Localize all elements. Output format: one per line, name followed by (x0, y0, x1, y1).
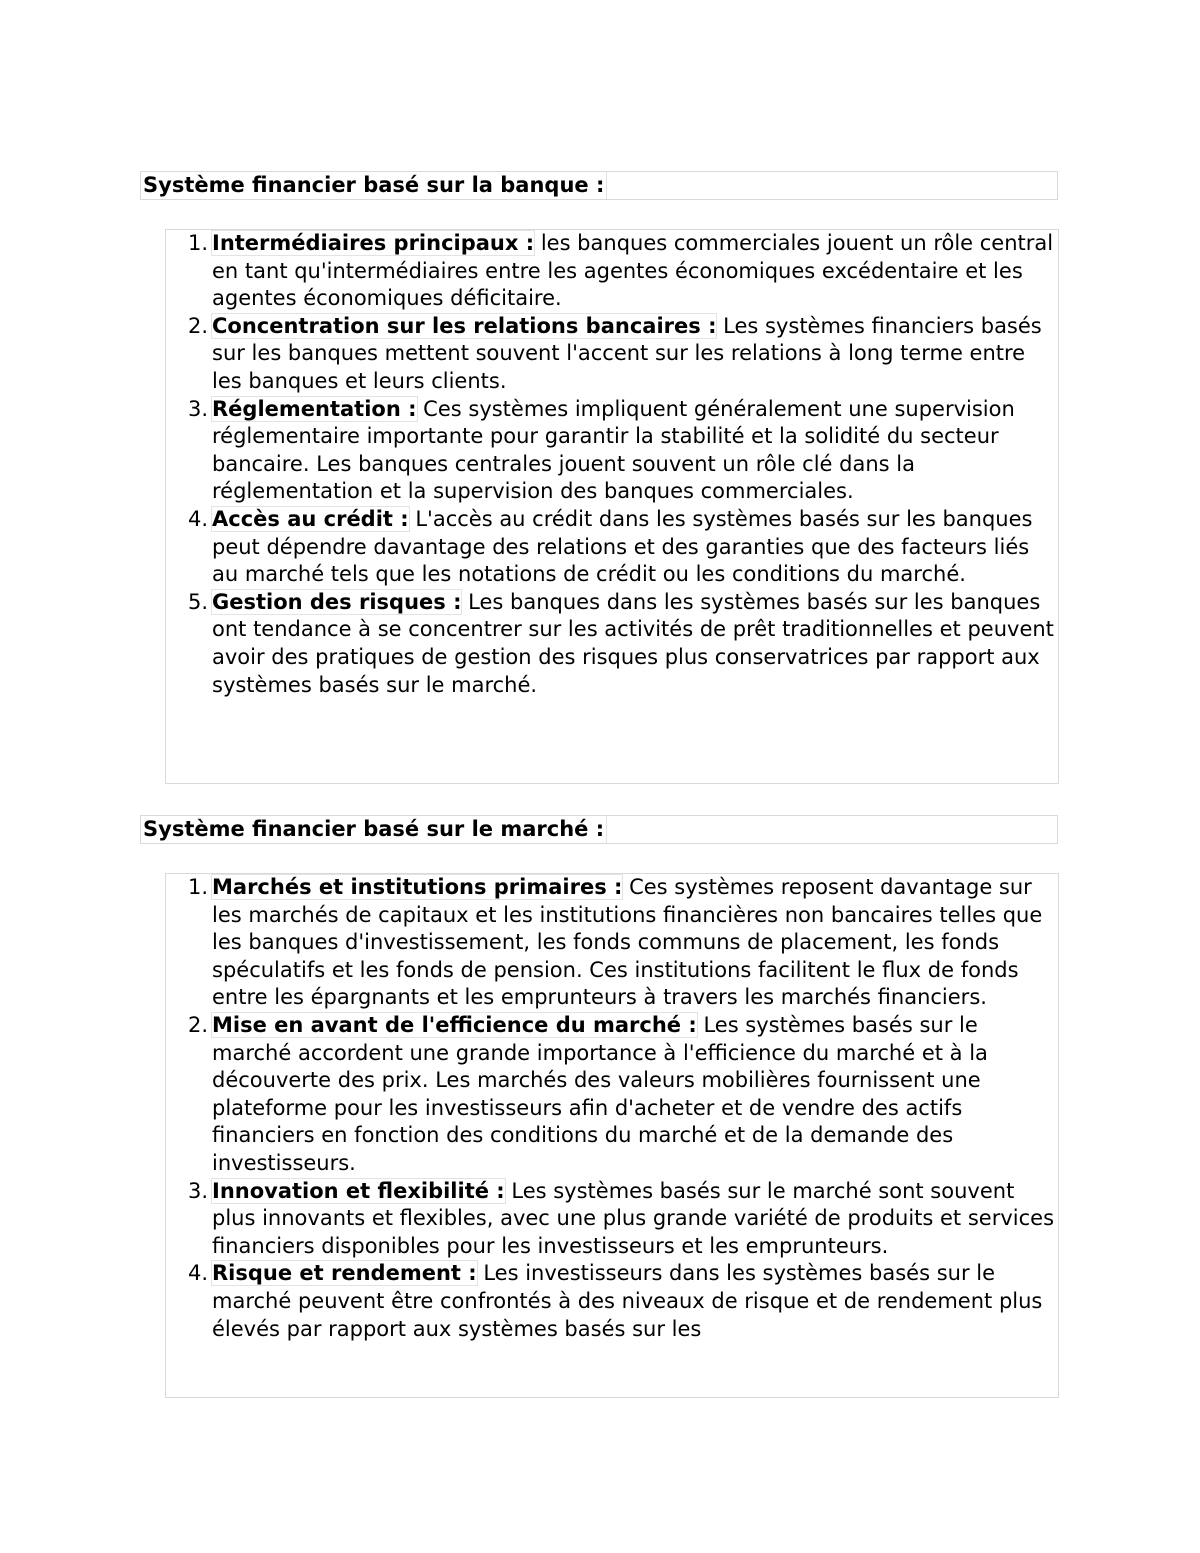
list-item (166, 1260, 1058, 1343)
item-label: Réglementation : (212, 396, 417, 421)
item-label: Concentration sur les relations bancaires : (212, 313, 717, 338)
section2-list (166, 874, 1058, 1343)
item-text: L'accès au crédit dans les systèmes basés sur les banques peut dépendre davantage des relations et des garanties que des facteurs liés au marché tels que les notations de crédit ou les conditions du marché. (212, 506, 1033, 587)
list-item (166, 396, 1058, 506)
section2-heading-box (140, 815, 1058, 844)
item-number: 3. (187, 1178, 208, 1203)
item-number: 5. (187, 589, 208, 614)
list-item (166, 313, 1058, 396)
item-label: Risque et rendement : (212, 1261, 477, 1286)
item-label: Gestion des risques : (212, 589, 462, 614)
section1-list-box (165, 229, 1059, 784)
item-label: Mise en avant de l'efficience du marché : (212, 1012, 697, 1037)
item-label: Marchés et institutions primaires : (212, 875, 623, 899)
list-item (166, 589, 1058, 699)
item-text: Les systèmes financiers basés sur les banques mettent souvent l'accent sur les relations à long terme entre les banques et leurs clients. (212, 313, 1042, 393)
list-item (166, 506, 1058, 589)
item-number: 4. (187, 506, 208, 531)
item-number: 1. (187, 875, 208, 899)
item-number: 2. (187, 313, 208, 338)
item-text: Les banques dans les systèmes basés sur les banques ont tendance à se concentrer sur les activités de prêt traditionnelles et peuvent avoir des pratiques de gestion des risques plus conservatrices par rapport aux systèmes basés sur le marché. (212, 589, 1054, 697)
section1-heading-box (140, 171, 1058, 200)
section1-heading: Système financier basé sur la banque : (143, 172, 607, 199)
item-number: 4. (187, 1261, 208, 1286)
item-number: 3. (187, 396, 208, 421)
item-label: Accès au crédit : (212, 506, 409, 531)
section1-list (166, 230, 1058, 699)
item-text: Les investisseurs dans les systèmes basés sur le marché peuvent être confrontés à des niveaux de risque et de rendement plus élevés par rapport aux systèmes basés sur les (212, 1261, 1043, 1341)
list-item (166, 1178, 1058, 1261)
item-number: 1. (187, 231, 208, 255)
section2-list-box (165, 873, 1059, 1398)
list-item (166, 874, 1058, 1012)
item-text: Ces systèmes reposent davantage sur les marchés de capitaux et les institutions financières non bancaires telles que les banques d'investissement, les fonds communs de placement, les fonds spéculatifs et les fonds de pension. Ces institutions facilitent le flux de fonds entre les épargnants et les emprunteurs à travers les marchés financiers. (212, 875, 1043, 1010)
item-text: Les systèmes basés sur le marché accordent une grande importance à l'efficience du marché et à la découverte des prix. Les marchés des valeurs mobilières fournissent une plateforme pour les investisseurs afin d'acheter et de vendre des actifs financiers en fonction des conditions du marché et de la demande des investisseurs. (212, 1012, 988, 1175)
item-text: Les systèmes basés sur le marché sont souvent plus innovants et flexibles, avec une plus grande variété de produits et services financiers disponibles pour les investisseurs et les emprunteurs. (212, 1178, 1055, 1258)
list-item (166, 1012, 1058, 1178)
item-label: Innovation et flexibilité : (212, 1178, 505, 1203)
list-item (166, 230, 1058, 313)
item-text: Ces systèmes impliquent généralement une supervision réglementaire importante pour garantir la stabilité et la solidité du secteur bancaire. Les banques centrales jouent souvent un rôle clé dans la réglementation et la supervision des banques commerciales. (212, 396, 1015, 504)
section2-heading: Système financier basé sur le marché : (143, 816, 607, 843)
item-label: Intermédiaires principaux : (212, 231, 535, 255)
item-text: les banques commerciales jouent un rôle central en tant qu'intermédiaires entre les agentes économiques excédentaire et les agentes économiques déficitaire. (212, 231, 1054, 311)
item-number: 2. (187, 1012, 208, 1037)
